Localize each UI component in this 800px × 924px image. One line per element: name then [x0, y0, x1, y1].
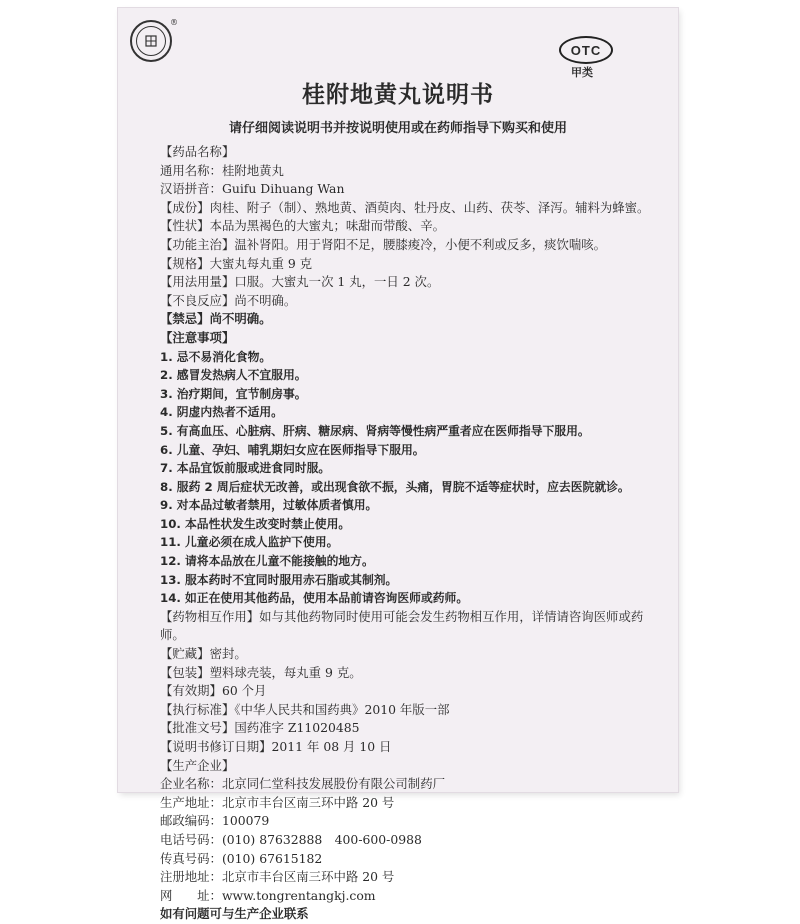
document-title: 桂附地黄丸说明书 — [302, 82, 494, 108]
section-heading: 【规格】 — [160, 255, 210, 271]
section-heading: 【执行标准】 — [160, 701, 235, 717]
section-text: 塑料球壳装，每丸重 9 克。 — [209, 664, 362, 680]
manufacturer-row — [160, 831, 660, 850]
section-text: 尚不明确。 — [209, 311, 272, 327]
precaution-item: 7. 本品宜饭前服或进食同时服。 — [160, 461, 331, 476]
section-text: 国药准字 Z11020485 — [234, 720, 360, 736]
standard-line — [160, 701, 660, 720]
drug-name-heading-line — [160, 143, 660, 162]
precaution-item: 12. 请将本品放在儿童不能接触的地方。 — [160, 554, 374, 569]
field-label: 通用名称： — [160, 162, 222, 178]
specification-line — [160, 255, 660, 274]
section-text: 大蜜丸每丸重 9 克 — [209, 255, 313, 271]
field-label: 传真号码： — [160, 850, 222, 866]
precautions-heading-line — [160, 329, 660, 348]
instruction-leaflet — [118, 8, 678, 922]
field-label: 网 址： — [160, 887, 222, 903]
precaution-item: 5. 有高血压、心脏病、肝病、糖尿病、肾病等慢性病严重者应在医师指导下服用。 — [160, 423, 590, 438]
field-value: 桂附地黄丸 — [221, 162, 284, 178]
section-text: 如与其他药物同时使用可能会发生药物相互作用，详情请咨询医师或药师。 — [160, 608, 644, 643]
section-text: 《中华人民共和国药典》2010 年版一部 — [234, 701, 450, 717]
precaution-item: 1. 忌不易消化食物。 — [160, 349, 272, 364]
section-text: 肉桂、附子（制）、熟地黄、酒萸肉、牡丹皮、山药、茯苓、泽泻。辅料为蜂蜜。 — [209, 199, 650, 215]
precaution-item: 8. 服药 2 周后症状无改善，或出现食欲不振，头痛，胃脘不适等症状时，应去医院就诊。 — [160, 479, 630, 494]
field-value: 北京市丰台区南三环中路 20 号 — [221, 794, 395, 810]
precaution-item: 10. 本品性状发生改变时禁止使用。 — [160, 516, 351, 531]
revision-date-line — [160, 738, 660, 757]
leaflet-body — [160, 143, 660, 924]
section-text: 口服。大蜜丸一次 1 丸，一日 2 次。 — [234, 274, 440, 290]
manufacturer-heading-line — [160, 757, 660, 776]
registered-mark-icon: ® — [170, 18, 178, 27]
storage-line — [160, 645, 660, 664]
otc-class-label: 甲类 — [571, 66, 593, 79]
indications-line — [160, 236, 660, 255]
field-value: (010) 87632888 400-600-0988 — [221, 831, 422, 847]
precaution-item: 2. 感冒发热病人不宜服用。 — [160, 368, 307, 383]
section-text: 2011 年 08 月 10 日 — [271, 739, 392, 754]
adverse-reactions-line — [160, 292, 660, 311]
section-heading: 【说明书修订日期】 — [160, 739, 272, 754]
field-value: www.tongrentangkj.com — [221, 887, 376, 903]
section-heading: 【功能主治】 — [160, 236, 235, 252]
precaution-item: 13. 服本药时不宜同时服用赤石脂或其制剂。 — [160, 572, 398, 587]
section-heading: 【禁忌】 — [160, 311, 210, 327]
field-label: 生产地址： — [160, 794, 222, 810]
field-value: 100079 — [221, 813, 270, 829]
section-text: 尚不明确。 — [234, 292, 297, 308]
manufacturer-row — [160, 812, 660, 831]
manufacturer-row — [160, 887, 660, 906]
precaution-item: 9. 对本品过敏者禁用，过敏体质者慎用。 — [160, 498, 378, 513]
section-heading: 【包装】 — [160, 664, 210, 680]
contact-footer: 如有问题可与生产企业联系 — [160, 906, 309, 922]
otc-badge: OTC — [559, 36, 613, 64]
company-logo-icon — [130, 20, 172, 62]
contraindications-line — [160, 310, 660, 329]
section-heading: 【不良反应】 — [160, 292, 235, 308]
approval-line — [160, 719, 660, 738]
section-heading: 【批准文号】 — [160, 720, 235, 736]
field-label: 注册地址： — [160, 869, 222, 885]
section-text: 密封。 — [209, 646, 247, 662]
section-heading: 【药品名称】 — [160, 144, 235, 159]
precaution-item: 11. 儿童必须在成人监护下使用。 — [160, 535, 339, 550]
ingredients-line — [160, 199, 660, 218]
precaution-item: 4. 阴虚内热者不适用。 — [160, 405, 283, 420]
manufacturer-row — [160, 794, 660, 813]
field-value: 北京市丰台区南三环中路 20 号 — [221, 869, 395, 885]
section-text: 本品为黑褐色的大蜜丸；味甜而带酸、辛。 — [209, 218, 445, 234]
dosage-line — [160, 273, 660, 292]
section-heading: 【用法用量】 — [160, 274, 235, 290]
interactions-line — [160, 608, 660, 645]
precaution-item: 6. 儿童、孕妇、哺乳期妇女应在医师指导下服用。 — [160, 442, 425, 457]
section-heading: 【贮藏】 — [160, 646, 210, 662]
manufacturer-row — [160, 868, 660, 887]
field-label: 邮政编码： — [160, 813, 222, 829]
field-value: (010) 67615182 — [221, 850, 323, 866]
section-heading: 【注意事项】 — [160, 329, 235, 345]
validity-line — [160, 682, 660, 701]
field-value: Guifu Dihuang Wan — [221, 181, 345, 197]
section-text: 温补肾阳。用于肾阳不足，腰膝痠冷，小便不利或反多，痰饮喘咳。 — [234, 236, 607, 252]
manufacturer-row — [160, 775, 660, 794]
section-heading: 【药物相互作用】 — [160, 608, 260, 624]
precaution-item: 14. 如正在使用其他药品，使用本品前请咨询医师或药师。 — [160, 591, 469, 606]
section-heading: 【有效期】 — [160, 683, 222, 699]
appearance-line — [160, 217, 660, 236]
field-label: 企业名称： — [160, 776, 222, 792]
field-label: 汉语拼音： — [160, 181, 222, 197]
pinyin-line — [160, 180, 660, 199]
manufacturer-row — [160, 850, 660, 869]
precaution-item: 3. 治疗期间，宜节制房事。 — [160, 386, 307, 401]
section-text: 60 个月 — [221, 683, 267, 699]
section-heading: 【生产企业】 — [160, 757, 235, 773]
section-heading: 【性状】 — [160, 218, 210, 234]
generic-name-line — [160, 162, 660, 181]
field-label: 电话号码： — [160, 831, 222, 847]
field-value: 北京同仁堂科技发展股份有限公司制药厂 — [221, 776, 445, 792]
section-heading: 【成份】 — [160, 199, 210, 215]
document-subtitle: 请仔细阅读说明书并按说明使用或在药师指导下购买和使用 — [228, 121, 567, 136]
package-line — [160, 664, 660, 683]
